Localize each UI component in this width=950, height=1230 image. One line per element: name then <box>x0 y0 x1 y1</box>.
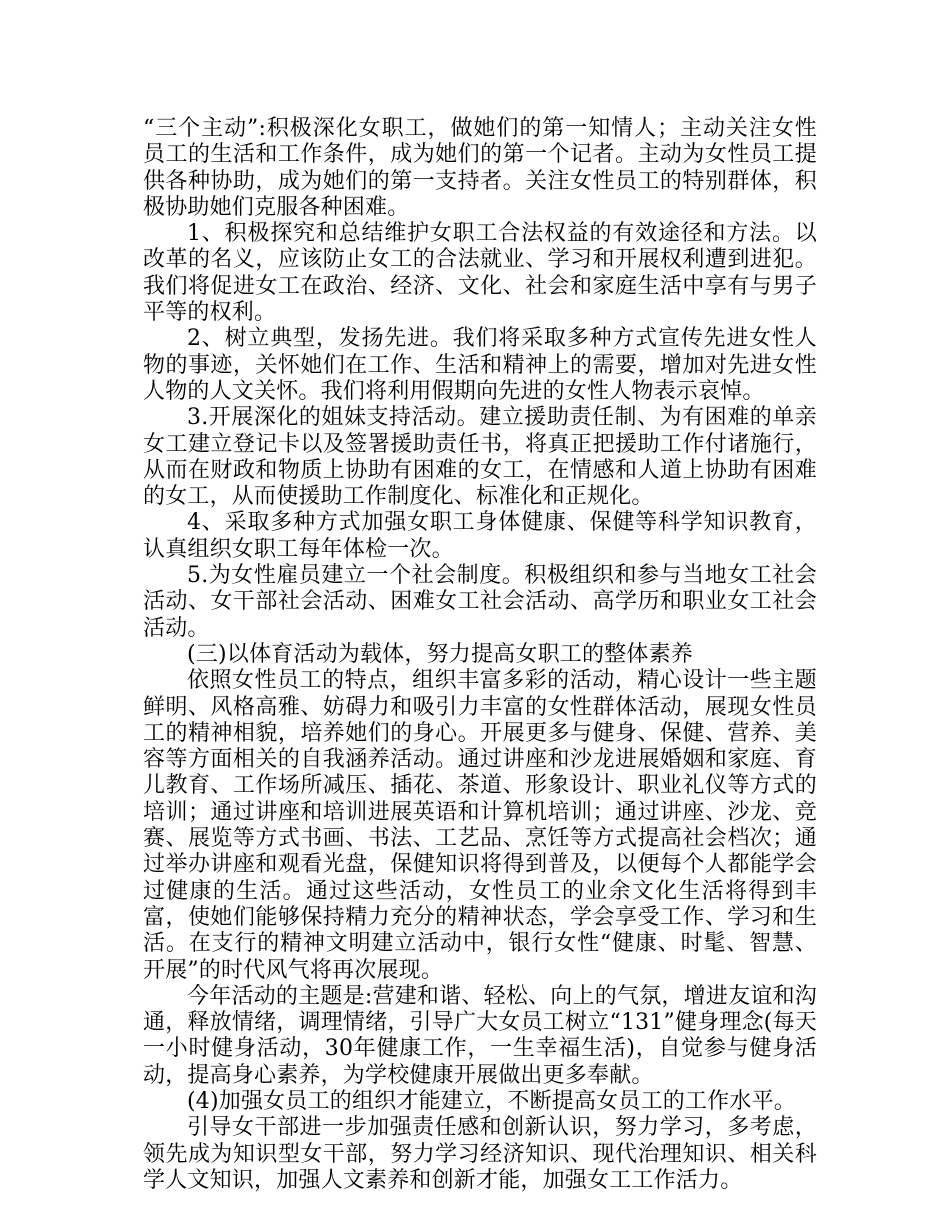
paragraph-three-initiatives: “三个主动”:积极深化女职工，做她们的第一知情人；主动关注女性员工的生活和工作条件，成为她们的第一个记者。主动为女性员工提供各种协助，成为她们的第一支持者。关注女性员工的特别群体，积极协助她们克服各种困难。 <box>143 116 817 220</box>
paragraph-item-1: 1、积极探究和总结维护女职工合法权益的有效途径和方法。以改革的名义，应该防止女工的合法就业、学习和开展权利遭到进犯。我们将促进女工在政治、经济、文化、社会和家庭生活中享有与男子平等的权利。 <box>143 221 817 326</box>
document-body <box>143 116 817 1194</box>
paragraph-item-5: 5.为女性雇员建立一个社会制度。积极组织和参与当地女工社会活动、女干部社会活动、困难女工社会活动、高学历和职业女工社会活动。 <box>143 563 817 641</box>
paragraph-leadership: 引导女干部进一步加强责任感和创新认识，努力学习，多考虑，领先成为知识型女干部，努力学习经济知识、现代治理知识、相关科学人文知识，加强人文素养和创新才能，加强女工工作活力。 <box>143 1115 817 1193</box>
section-heading-4: (4)加强女员工的组织才能建立，不断提高女员工的工作水平。 <box>187 1088 796 1114</box>
paragraph-theme: 今年活动的主题是:营建和谐、轻松、向上的气氛，增进友谊和沟通，释放情绪，调理情绪，引导广大女员工树立“131”健身理念(每天一小时健身活动，30年健康工作，一生幸福生活)，自觉参与健身活动，提高身心素养，为学校健康开展做出更多奉献。 <box>143 983 817 1088</box>
paragraph-item-4: 4、采取多种方式加强女职工身体健康、保健等科学知识教育，认真组织女职工每年体检一次。 <box>143 510 817 562</box>
paragraph-item-2: 2、树立典型，发扬先进。我们将采取多种方式宣传先进女性人物的事迹，关怀她们在工作、生活和精神上的需要，增加对先进女性人物的人文关怀。我们将利用假期向先进的女性人物表示哀悼。 <box>143 326 817 404</box>
paragraph-item-3: 3.开展深化的姐妹支持活动。建立援助责任制、为有困难的单亲女工建立登记卡以及签署援助责任书，将真正把援助工作付诸施行，从而在财政和物质上协助有困难的女工，在情感和人道上协助有困难的女工，从而使援助工作制度化、标准化和正规化。 <box>143 405 817 510</box>
section-heading-3: (三)以体育活动为载体，努力提高女职工的整体素养 <box>187 641 693 667</box>
paragraph-activities: 依照女性员工的特点，组织丰富多彩的活动，精心设计一些主题鲜明、风格高雅、妨碍力和吸引力丰富的女性群体活动，展现女性员工的精神相貌，培养她们的身心。开展更多与健身、保健、营养、美容等方面相关的自我涵养活动。通过讲座和沙龙进展婚姻和家庭、育儿教育、工作场所减压、插花、茶道、形象设计、职业礼仪等方式的培训；通过讲座和培训进展英语和计算机培训；通过讲座、沙龙、竞赛、展览等方式书画、书法、工艺品、烹饪等方式提高社会档次；通过举办讲座和观看光盘，保健知识将得到普及，以便每个人都能学会过健康的生活。通过这些活动，女性员工的业余文化生活将得到丰富，使她们能够保持精力充分的精神状态，学会享受工作、学习和生活。在支行的精神文明建立活动中，银行女性“健康、时髦、智慧、开展”的时代风气将再次展现。 <box>143 668 817 983</box>
